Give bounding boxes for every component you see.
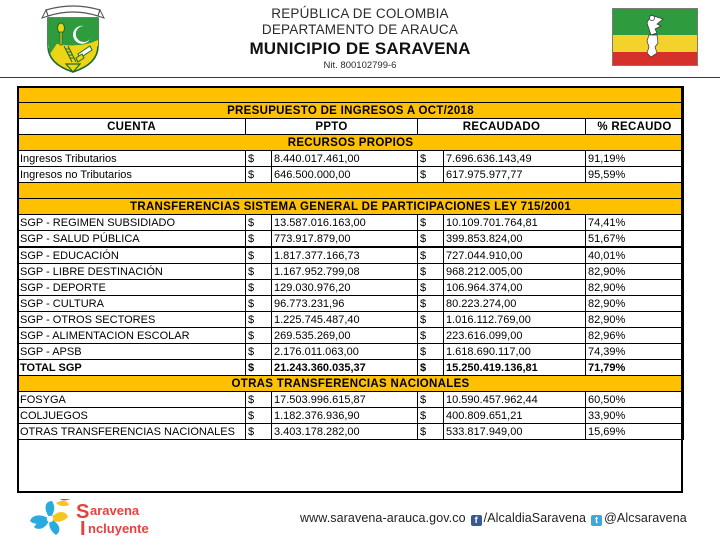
title-blank-band xyxy=(18,87,684,103)
ppto-value: 3.403.178.282,00 xyxy=(272,424,418,440)
row-label: COLJUEGOS xyxy=(18,408,246,424)
table-row xyxy=(18,167,684,183)
currency-symbol: $ xyxy=(246,215,272,231)
percent-value: 60,50% xyxy=(586,392,684,408)
ppto-value: 129.030.976,20 xyxy=(272,280,418,296)
currency-symbol: $ xyxy=(418,312,444,328)
row-label: SGP - LIBRE DESTINACIÓN xyxy=(18,264,246,280)
saravena-incluyente-logo xyxy=(28,499,180,539)
currency-symbol: $ xyxy=(418,328,444,344)
row-label: SGP - ALIMENTACION ESCOLAR xyxy=(18,328,246,344)
recaudado-value: 106.964.374,00 xyxy=(444,280,586,296)
currency-symbol: $ xyxy=(246,344,272,360)
table-title-blank-row xyxy=(18,87,684,103)
currency-symbol: $ xyxy=(418,280,444,296)
currency-symbol: $ xyxy=(418,344,444,360)
percent-value: 33,90% xyxy=(586,408,684,424)
website-url[interactable]: www.saravena-arauca.gov.co xyxy=(300,511,466,525)
budget-table xyxy=(17,86,684,440)
currency-symbol: $ xyxy=(246,247,272,264)
recaudado-value: 727.044.910,00 xyxy=(444,247,586,264)
recaudado-value: 7.696.636.143,49 xyxy=(444,151,586,167)
currency-symbol: $ xyxy=(418,215,444,231)
row-label: Ingresos no Tributarios xyxy=(18,167,246,183)
recaudado-value: 1.016.112.769,00 xyxy=(444,312,586,328)
ppto-value: 646.500.000,00 xyxy=(272,167,418,183)
twitter-handle[interactable]: @Alcsaravena xyxy=(604,511,687,525)
currency-symbol: $ xyxy=(246,312,272,328)
percent-value: 74,41% xyxy=(586,215,684,231)
svg-text:aravena: aravena xyxy=(90,503,140,518)
recaudado-value: 968.212.005,00 xyxy=(444,264,586,280)
table-row xyxy=(18,344,684,360)
percent-value: 15,69% xyxy=(586,424,684,440)
ppto-value: 96.773.231,96 xyxy=(272,296,418,312)
row-label: Ingresos Tributarios xyxy=(18,151,246,167)
document-footer xyxy=(0,497,720,540)
currency-symbol: $ xyxy=(246,328,272,344)
currency-symbol: $ xyxy=(418,360,444,376)
column-header-recaudado: RECAUDADO xyxy=(418,119,586,135)
table-row xyxy=(18,408,684,424)
percent-value: 91,19% xyxy=(586,151,684,167)
percent-value: 51,67% xyxy=(586,231,684,248)
currency-symbol: $ xyxy=(418,247,444,264)
percent-value: 40,01% xyxy=(586,247,684,264)
recaudado-total: 15.250.419.136,81 xyxy=(444,360,586,376)
currency-symbol: $ xyxy=(418,392,444,408)
table-row xyxy=(18,247,684,264)
header-nit: Nit. 800102799-6 xyxy=(323,60,397,71)
row-label: SGP - REGIMEN SUBSIDIADO xyxy=(18,215,246,231)
table-row xyxy=(18,392,684,408)
percent-value: 82,90% xyxy=(586,280,684,296)
currency-symbol: $ xyxy=(418,408,444,424)
ppto-value: 1.225.745.487,40 xyxy=(272,312,418,328)
header-department: DEPARTAMENTO DE ARAUCA xyxy=(261,21,459,37)
currency-symbol: $ xyxy=(246,408,272,424)
row-label: SGP - EDUCACIÓN xyxy=(18,247,246,264)
facebook-handle[interactable]: /AlcaldiaSaravena xyxy=(483,511,587,525)
table-row xyxy=(18,296,684,312)
recaudado-value: 10.590.457.962,44 xyxy=(444,392,586,408)
currency-symbol: $ xyxy=(246,424,272,440)
table-title: PRESUPUESTO DE INGRESOS A OCT/2018 xyxy=(18,103,684,119)
percent-value: 82,90% xyxy=(586,264,684,280)
header-municipality: MUNICIPIO DE SARAVENA xyxy=(249,39,471,58)
currency-symbol: $ xyxy=(418,167,444,183)
table-row xyxy=(18,151,684,167)
budget-table-container xyxy=(17,86,683,440)
section-title-otras-transferencias: OTRAS TRANSFERENCIAS NACIONALES xyxy=(18,376,684,392)
ppto-value: 1.167.952.799,08 xyxy=(272,264,418,280)
table-total-row xyxy=(18,360,684,376)
percent-total: 71,79% xyxy=(586,360,684,376)
twitter-icon[interactable]: t xyxy=(591,515,602,526)
table-row xyxy=(18,328,684,344)
ppto-value: 1.182.376.936,90 xyxy=(272,408,418,424)
recaudado-value: 223.616.099,00 xyxy=(444,328,586,344)
row-label-total: TOTAL SGP xyxy=(18,360,246,376)
header-country: REPÚBLICA DE COLOMBIA xyxy=(271,6,449,21)
row-label: SGP - CULTURA xyxy=(18,296,246,312)
table-column-header-row xyxy=(18,119,684,135)
currency-symbol: $ xyxy=(246,280,272,296)
column-header-ppto: PPTO xyxy=(246,119,418,135)
currency-symbol: $ xyxy=(418,296,444,312)
row-label: FOSYGA xyxy=(18,392,246,408)
section-header-row xyxy=(18,199,684,215)
ppto-value: 773.917.879,00 xyxy=(272,231,418,248)
column-header-cuenta: CUENTA xyxy=(18,119,246,135)
ppto-value: 13.587.016.163,00 xyxy=(272,215,418,231)
percent-value: 95,59% xyxy=(586,167,684,183)
currency-symbol: $ xyxy=(246,167,272,183)
currency-symbol: $ xyxy=(418,424,444,440)
section-header-row xyxy=(18,135,684,151)
row-label: SGP - OTROS SECTORES xyxy=(18,312,246,328)
table-row xyxy=(18,312,684,328)
recaudado-value: 80.223.274,00 xyxy=(444,296,586,312)
svg-text:S: S xyxy=(76,501,90,523)
budget-table-body xyxy=(18,87,684,440)
facebook-icon[interactable]: f xyxy=(471,515,482,526)
ppto-value: 17.503.996.615,87 xyxy=(272,392,418,408)
currency-symbol: $ xyxy=(418,264,444,280)
svg-text:ncluyente: ncluyente xyxy=(88,521,149,536)
section-blank-band xyxy=(18,183,684,199)
currency-symbol: $ xyxy=(246,151,272,167)
table-row xyxy=(18,215,684,231)
table-row xyxy=(18,264,684,280)
ppto-value: 8.440.017.461,00 xyxy=(272,151,418,167)
recaudado-value: 1.618.690.117,00 xyxy=(444,344,586,360)
percent-value: 82,90% xyxy=(586,312,684,328)
ppto-value: 269.535.269,00 xyxy=(272,328,418,344)
section-title-sgp: TRANSFERENCIAS SISTEMA GENERAL DE PARTICIPACIONES LEY 715/2001 xyxy=(18,199,684,215)
footer-contact-line xyxy=(300,511,687,526)
document-header xyxy=(0,0,720,78)
recaudado-value: 399.853.824,00 xyxy=(444,231,586,248)
flag-arauca-icon xyxy=(612,8,698,66)
recaudado-value: 10.109.701.764,81 xyxy=(444,215,586,231)
percent-value: 82,90% xyxy=(586,296,684,312)
table-row xyxy=(18,424,684,440)
currency-symbol: $ xyxy=(246,296,272,312)
recaudado-value: 617.975.977,77 xyxy=(444,167,586,183)
currency-symbol: $ xyxy=(246,231,272,248)
currency-symbol: $ xyxy=(418,231,444,248)
ppto-value: 1.817.377.166,73 xyxy=(272,247,418,264)
ppto-value: 2.176.011.063,00 xyxy=(272,344,418,360)
row-label: SGP - SALUD PÚBLICA xyxy=(18,231,246,248)
percent-value: 74,39% xyxy=(586,344,684,360)
currency-symbol: $ xyxy=(246,392,272,408)
section-blank-row xyxy=(18,183,684,199)
column-header-porcentaje: % RECAUDO xyxy=(586,119,684,135)
row-label: SGP - DEPORTE xyxy=(18,280,246,296)
section-header-row xyxy=(18,376,684,392)
ppto-total: 21.243.360.035,37 xyxy=(272,360,418,376)
recaudado-value: 533.817.949,00 xyxy=(444,424,586,440)
currency-symbol: $ xyxy=(246,360,272,376)
svg-text:I: I xyxy=(80,518,86,539)
percent-value: 82,96% xyxy=(586,328,684,344)
table-title-row xyxy=(18,103,684,119)
table-row xyxy=(18,280,684,296)
row-label: OTRAS TRANSFERENCIAS NACIONALES xyxy=(18,424,246,440)
currency-symbol: $ xyxy=(246,264,272,280)
section-title-recursos-propios: RECURSOS PROPIOS xyxy=(18,135,684,151)
table-row xyxy=(18,231,684,248)
currency-symbol: $ xyxy=(418,151,444,167)
recaudado-value: 400.809.651,21 xyxy=(444,408,586,424)
row-label: SGP - APSB xyxy=(18,344,246,360)
